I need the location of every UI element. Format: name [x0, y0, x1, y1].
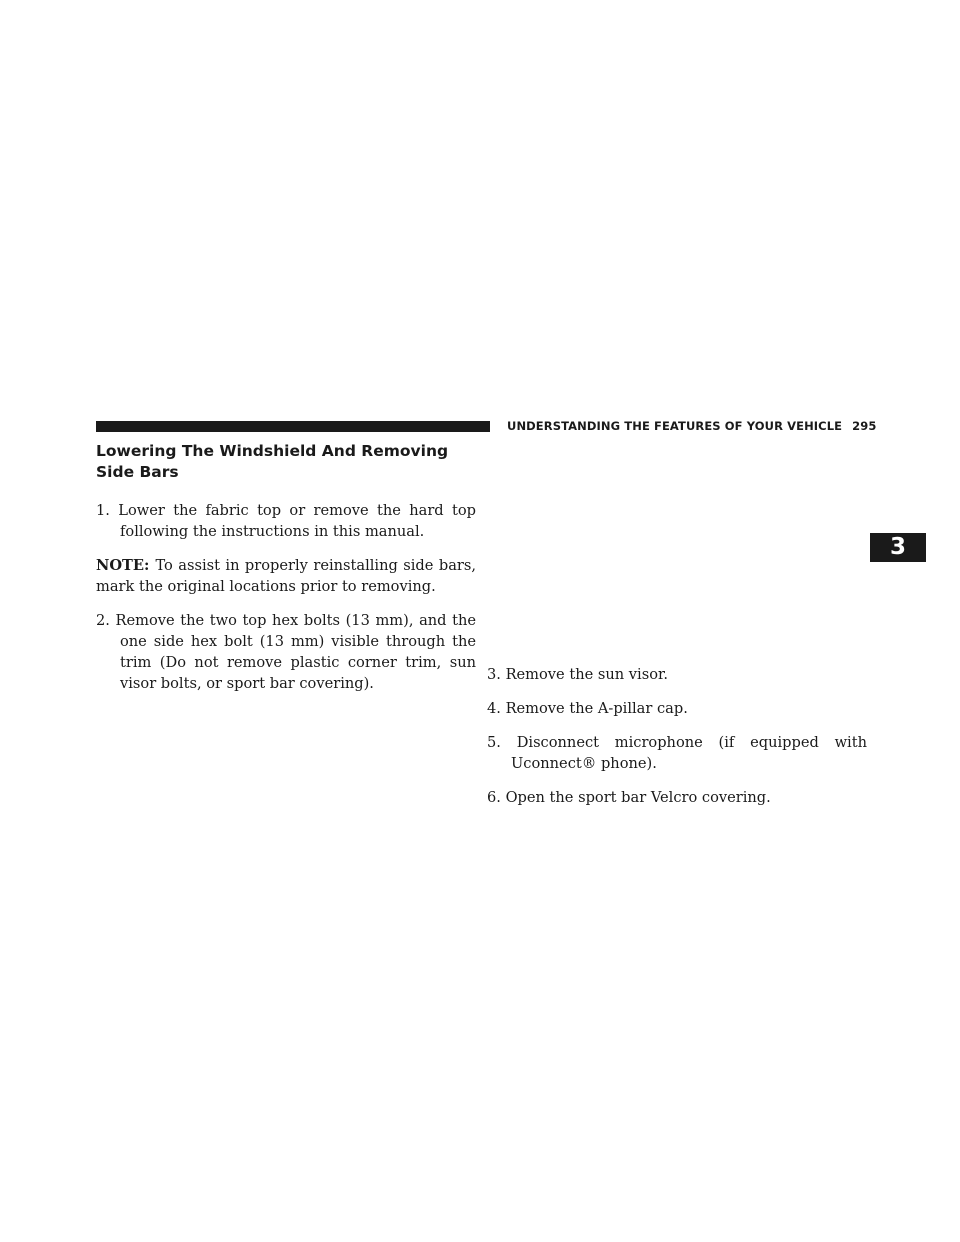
note-label: NOTE:	[96, 557, 150, 574]
header-rule	[96, 421, 490, 432]
step-2: 2. Remove the two top hex bolts (13 mm), and the one side hex bolt (13 mm) visible through the trim (Do not remove plastic corner trim, sun visor bolts, or sport bar covering).	[96, 612, 476, 692]
header-section-title: UNDERSTANDING THE FEATURES OF YOUR VEHICLE	[507, 419, 843, 433]
note-text: To assist in properly reinstalling side bars, mark the original locations prior to removing.	[96, 557, 476, 595]
page-number: 295	[852, 419, 877, 433]
step-5: 5. Disconnect microphone (if equipped with Uconnect® phone).	[487, 734, 867, 772]
right-column	[487, 664, 867, 821]
step-4: 4. Remove the A-pillar cap.	[487, 700, 688, 717]
note	[96, 555, 476, 597]
step-6: 6. Open the sport bar Velcro covering.	[487, 789, 771, 806]
step-1: 1. Lower the fabric top or remove the hard top following the instructions in this manual.	[96, 502, 476, 540]
left-column	[96, 500, 476, 707]
section-title: Lowering The Windshield And Removing Side Bars	[96, 442, 449, 481]
chapter-tab: 3	[870, 533, 926, 562]
step-3: 3. Remove the sun visor.	[487, 666, 668, 683]
running-header	[507, 419, 876, 433]
